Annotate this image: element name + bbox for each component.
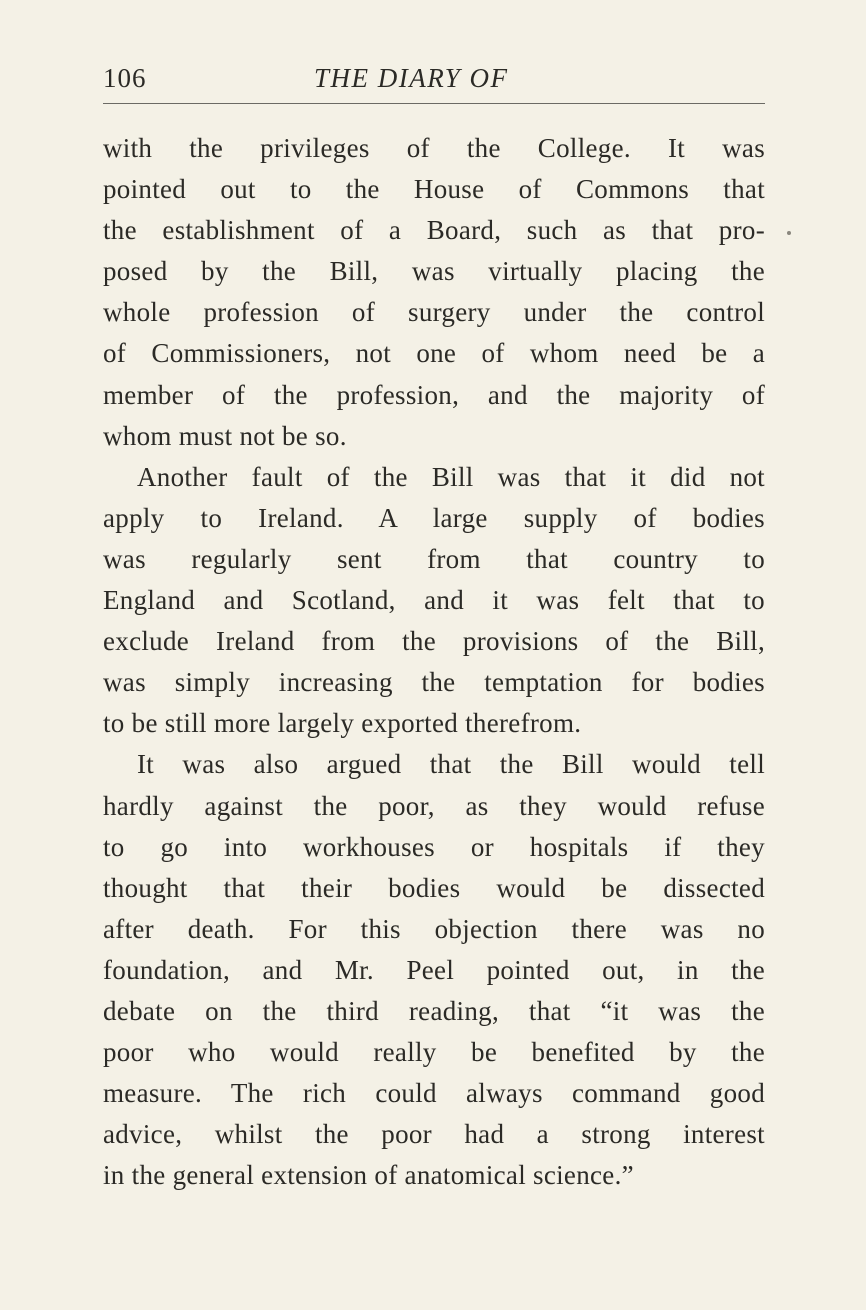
text-line: whole profession of surgery under the control bbox=[103, 297, 765, 328]
text-line: measure. The rich could always command good bbox=[103, 1078, 765, 1109]
text-line: pointed out to the House of Commons that bbox=[103, 174, 765, 205]
text-line: the establishment of a Board, such as that pro- bbox=[103, 215, 765, 246]
text-line: England and Scotland, and it was felt that to bbox=[103, 585, 765, 616]
text-line: advice, whilst the poor had a strong interest bbox=[103, 1119, 765, 1150]
text-line: posed by the Bill, was virtually placing the bbox=[103, 256, 765, 287]
text-line: member of the profession, and the majority of bbox=[103, 379, 765, 410]
running-title: THE DIARY OF bbox=[314, 63, 509, 93]
text-line: apply to Ireland. A large supply of bodies bbox=[103, 502, 765, 533]
text-line: to be still more largely exported therefrom. bbox=[103, 708, 582, 739]
text-line: Another fault of the Bill was that it did not bbox=[137, 461, 765, 492]
header-rule bbox=[103, 103, 765, 104]
text-line: whom must not be so. bbox=[103, 420, 347, 451]
text-line: was simply increasing the temptation for bodies bbox=[103, 667, 765, 698]
paper-speck bbox=[787, 231, 791, 235]
text-line: to go into workhouses or hospitals if they bbox=[103, 831, 765, 862]
page-number: 106 bbox=[103, 63, 147, 93]
text-line: of Commissioners, not one of whom need be a bbox=[103, 338, 765, 369]
text-line: in the general extension of anatomical science.” bbox=[103, 1160, 634, 1191]
text-line: after death. For this objection there was no bbox=[103, 913, 765, 944]
text-line: with the privileges of the College. It was bbox=[103, 133, 765, 163]
text-line: hardly against the poor, as they would refuse bbox=[103, 790, 765, 821]
text-line: foundation, and Mr. Peel pointed out, in the bbox=[103, 954, 765, 985]
text-line: It was also argued that the Bill would tell bbox=[137, 749, 765, 780]
page-header bbox=[103, 58, 763, 98]
text-line: exclude Ireland from the provisions of the Bill, bbox=[103, 626, 765, 657]
text-line: poor who would really be benefited by the bbox=[103, 1037, 765, 1068]
text-line: debate on the third reading, that “it was the bbox=[103, 995, 765, 1026]
text-line: was regularly sent from that country to bbox=[103, 543, 765, 574]
body-text bbox=[103, 128, 765, 1196]
text-line: thought that their bodies would be dissected bbox=[103, 872, 765, 903]
